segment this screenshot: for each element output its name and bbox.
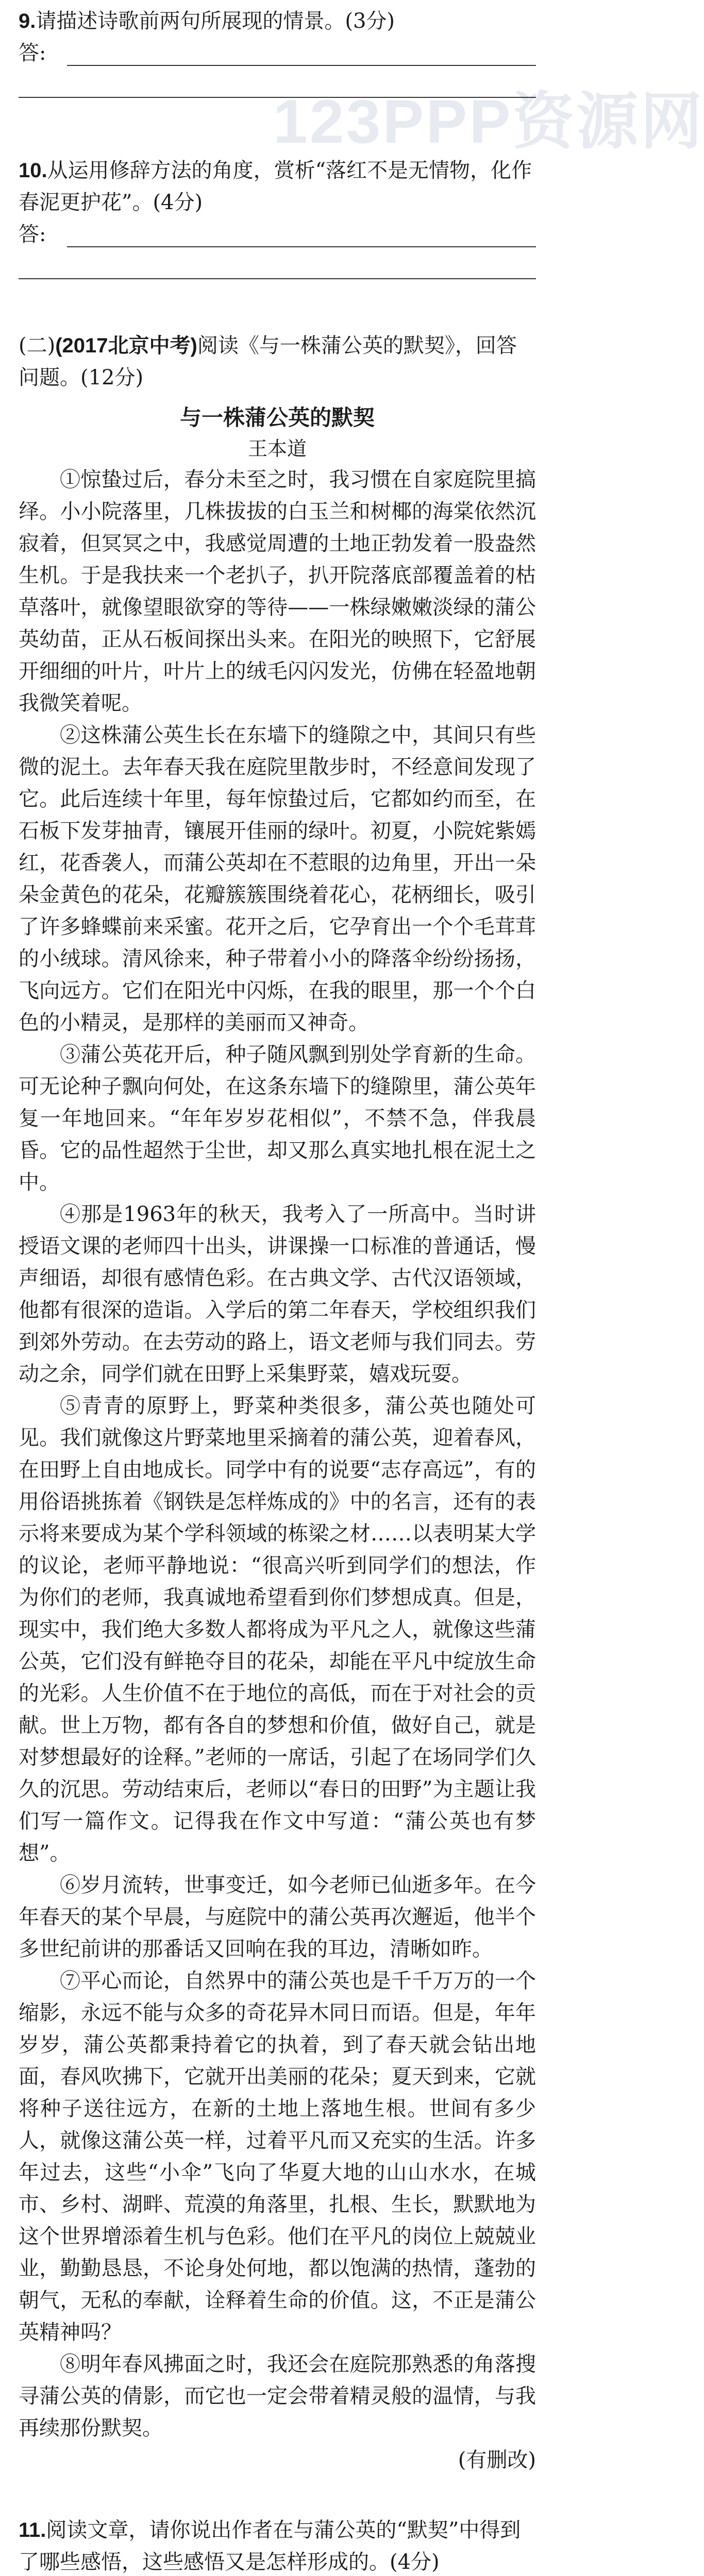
answer-line[interactable] — [19, 250, 536, 282]
edit-note: (有删改) — [458, 2448, 536, 2472]
article-paragraph-5: ⑤青青的原野上，野菜种类很多，蒲公英也随处可见。我们就像这片野菜地里采摘着的蒲公英，迎着春风，在田野上自由地成长。同学中有的说要“志存高远”，有的用俗语挑拣着《钢铁是怎样炼成的》中的名言，还有的表示将来要成为某个学科领域的栋梁之材……以表明某大学的议论，老师平静地说：“很高兴听到同学们的想法，作为你们的老师，我真诚地希望看到你们梦想成真。但是，现实中，我们绝大多数人都将成为平凡之人，就像这些蒲公英，它们没有鲜艳夺目的花朵，却能在平凡中绽放生命的光彩。人生价值不在于地位的高低，而在于对社会的贡献。世上万物，都有各自的梦想和价值，做好自己，就是对梦想最好的诠释。”老师的一席话，引起了在场同学们久久的沉思。劳动结束后，老师以“春日的田野”为主题让我们写一篇作文。记得我在作文中写道：“蒲公英也有梦想”。 — [19, 1394, 536, 1865]
article-paragraph-8: ⑧明年春风拂面之时，我还会在庭院那熟悉的角落搜寻蒲公英的倩影，而它也一定会带着精灵般的温情，与我再续那份默契。 — [19, 2352, 536, 2440]
section-2-header — [19, 330, 536, 394]
question-11 — [19, 2514, 536, 2576]
article-paragraph-4: ④那是1963年的秋天，我考入了一所高中。当时讲授语文课的老师四十出头，讲课操一口标准的普通话，慢声细语，却很有感情色彩。在古典文学、古代汉语领域，他都有很深的造诣。入学后的第二年春天，学校组织我们到郊外劳动。在去劳动的路上，语文老师与我们同去。劳动之余，同学们就在田野上采集野菜，嬉戏玩耍。 — [19, 1202, 536, 1386]
question-number: 9. — [19, 10, 36, 32]
answer-label: 答: — [19, 223, 46, 246]
section-prefix: (二) — [19, 334, 56, 358]
answer-label: 答: — [19, 41, 46, 65]
question-text: 从运用修辞方法的角度，赏析“落红不是无情物，化作春泥更护花”。(4分) — [19, 159, 532, 214]
question-9 — [19, 5, 536, 101]
answer-line[interactable] — [19, 69, 536, 101]
section-source: (2017北京中考) — [55, 334, 197, 357]
article-paragraph-6: ⑥岁月流转，世事变迁，如今老师已仙逝多年。在今年春天的某个早晨，与庭院中的蒲公英再次邂逅，他半个多世纪前讲的那番话又回响在我的耳边，清晰如昨。 — [19, 1873, 536, 1961]
question-number: 11. — [19, 2519, 46, 2541]
article-paragraph-2: ②这株蒲公英生长在东墙下的缝隙之中，其间只有些微的泥土。去年春天我在庭院里散步时，不经意间发现了它。此后连续十年里，每年惊蛰过后，它都如约而至，在石板下发芽抽青，镶展开佳丽的绿叶。初夏，小院姹紫嫣红，花香袭人，而蒲公英却在不惹眼的边角里，开出一朵朵金黄色的花朵，花瓣簇簇围绕着花心，花柄细长，吸引了许多蜂蝶前来采蜜。花开之后，它孕育出一个个毛茸茸的小绒球。清风徐来，种子带着小小的降落伞纷纷扬扬，飞向远方。它们在阳光中闪烁，在我的眼里，那一个个白色的小精灵，是那样的美丽而又神奇。 — [19, 723, 536, 1035]
article-1 — [19, 402, 536, 2476]
question-text: 阅读文章，请你说出作者在与蒲公英的“默契”中得到了哪些感悟，这些感悟又是怎样形成的。(4分) — [19, 2518, 521, 2574]
article-title: 与一株蒲公英的默契 — [179, 405, 375, 430]
section-instruction: 阅读《与一株蒲公英的默契》，回答问题。(12分) — [19, 334, 517, 389]
article-paragraph-7: ⑦平心而论，自然界中的蒲公英也是千千万万的一个缩影，永远不能与众多的奇花异木同日而语。但是，年年岁岁，蒲公英都秉持着它的执着，到了春天就会钻出地面，春风吹拂下，它就开出美丽的花朵；夏天到来，它就将种子送往远方，在新的土地上落地生根。世间有多少人，就像这蒲公英一样，过着平凡而又充实的生活。许多年过去，这些“小伞”飞向了华夏大地的山山水水，在城市、乡村、湖畔、荒漠的角落里，扎根、生长，默默地为这个世界增添着生机与色彩。他们在平凡的岗位上兢兢业业，勤勤恳恳，不论身处何地，都以饱满的热情，蓬勃的朝气，无私的奉献，诠释着生命的价值。这，不正是蒲公英精神吗？ — [19, 1969, 536, 2344]
question-number: 10. — [19, 159, 47, 182]
article-paragraph-1: ①惊蛰过后，春分未至之时，我习惯在自家庭院里搞绎。小小院落里，几株拔拔的白玉兰和树椰的海棠依然沉寂着，但冥冥之中，我感觉周遭的土地正勃发着一股盎然生机。于是我扶来一个老扒子，扒开院落底部覆盖着的枯草落叶，就像望眼欲穿的等待——一株绿嫩嫩淡绿的蒲公英幼苗，正从石板间探出头来。在阳光的映照下，它舒展开细细的叶片，叶片上的绒毛闪闪发光，仿佛在轻盈地朝我微笑着呢。 — [19, 468, 536, 715]
article-paragraph-3: ③蒲公英花开后，种子随风飘到别处学育新的生命。可无论种子飘向何处，在这条东墙下的缝隙里，蒲公英年复一年地回来。“年年岁岁花相似”，不禁不急，伴我晨昏。它的品性超然于尘世，却又那么真实地扎根在泥土之中。 — [19, 1043, 536, 1194]
article-author: 王本道 — [247, 437, 307, 460]
question-text: 请描述诗歌前两句所展现的情景。(3分) — [36, 9, 395, 33]
question-10 — [19, 155, 536, 282]
site-watermark: 123PPP资源网 — [273, 87, 704, 156]
answer-line[interactable] — [19, 218, 536, 250]
answer-line[interactable] — [19, 37, 536, 69]
